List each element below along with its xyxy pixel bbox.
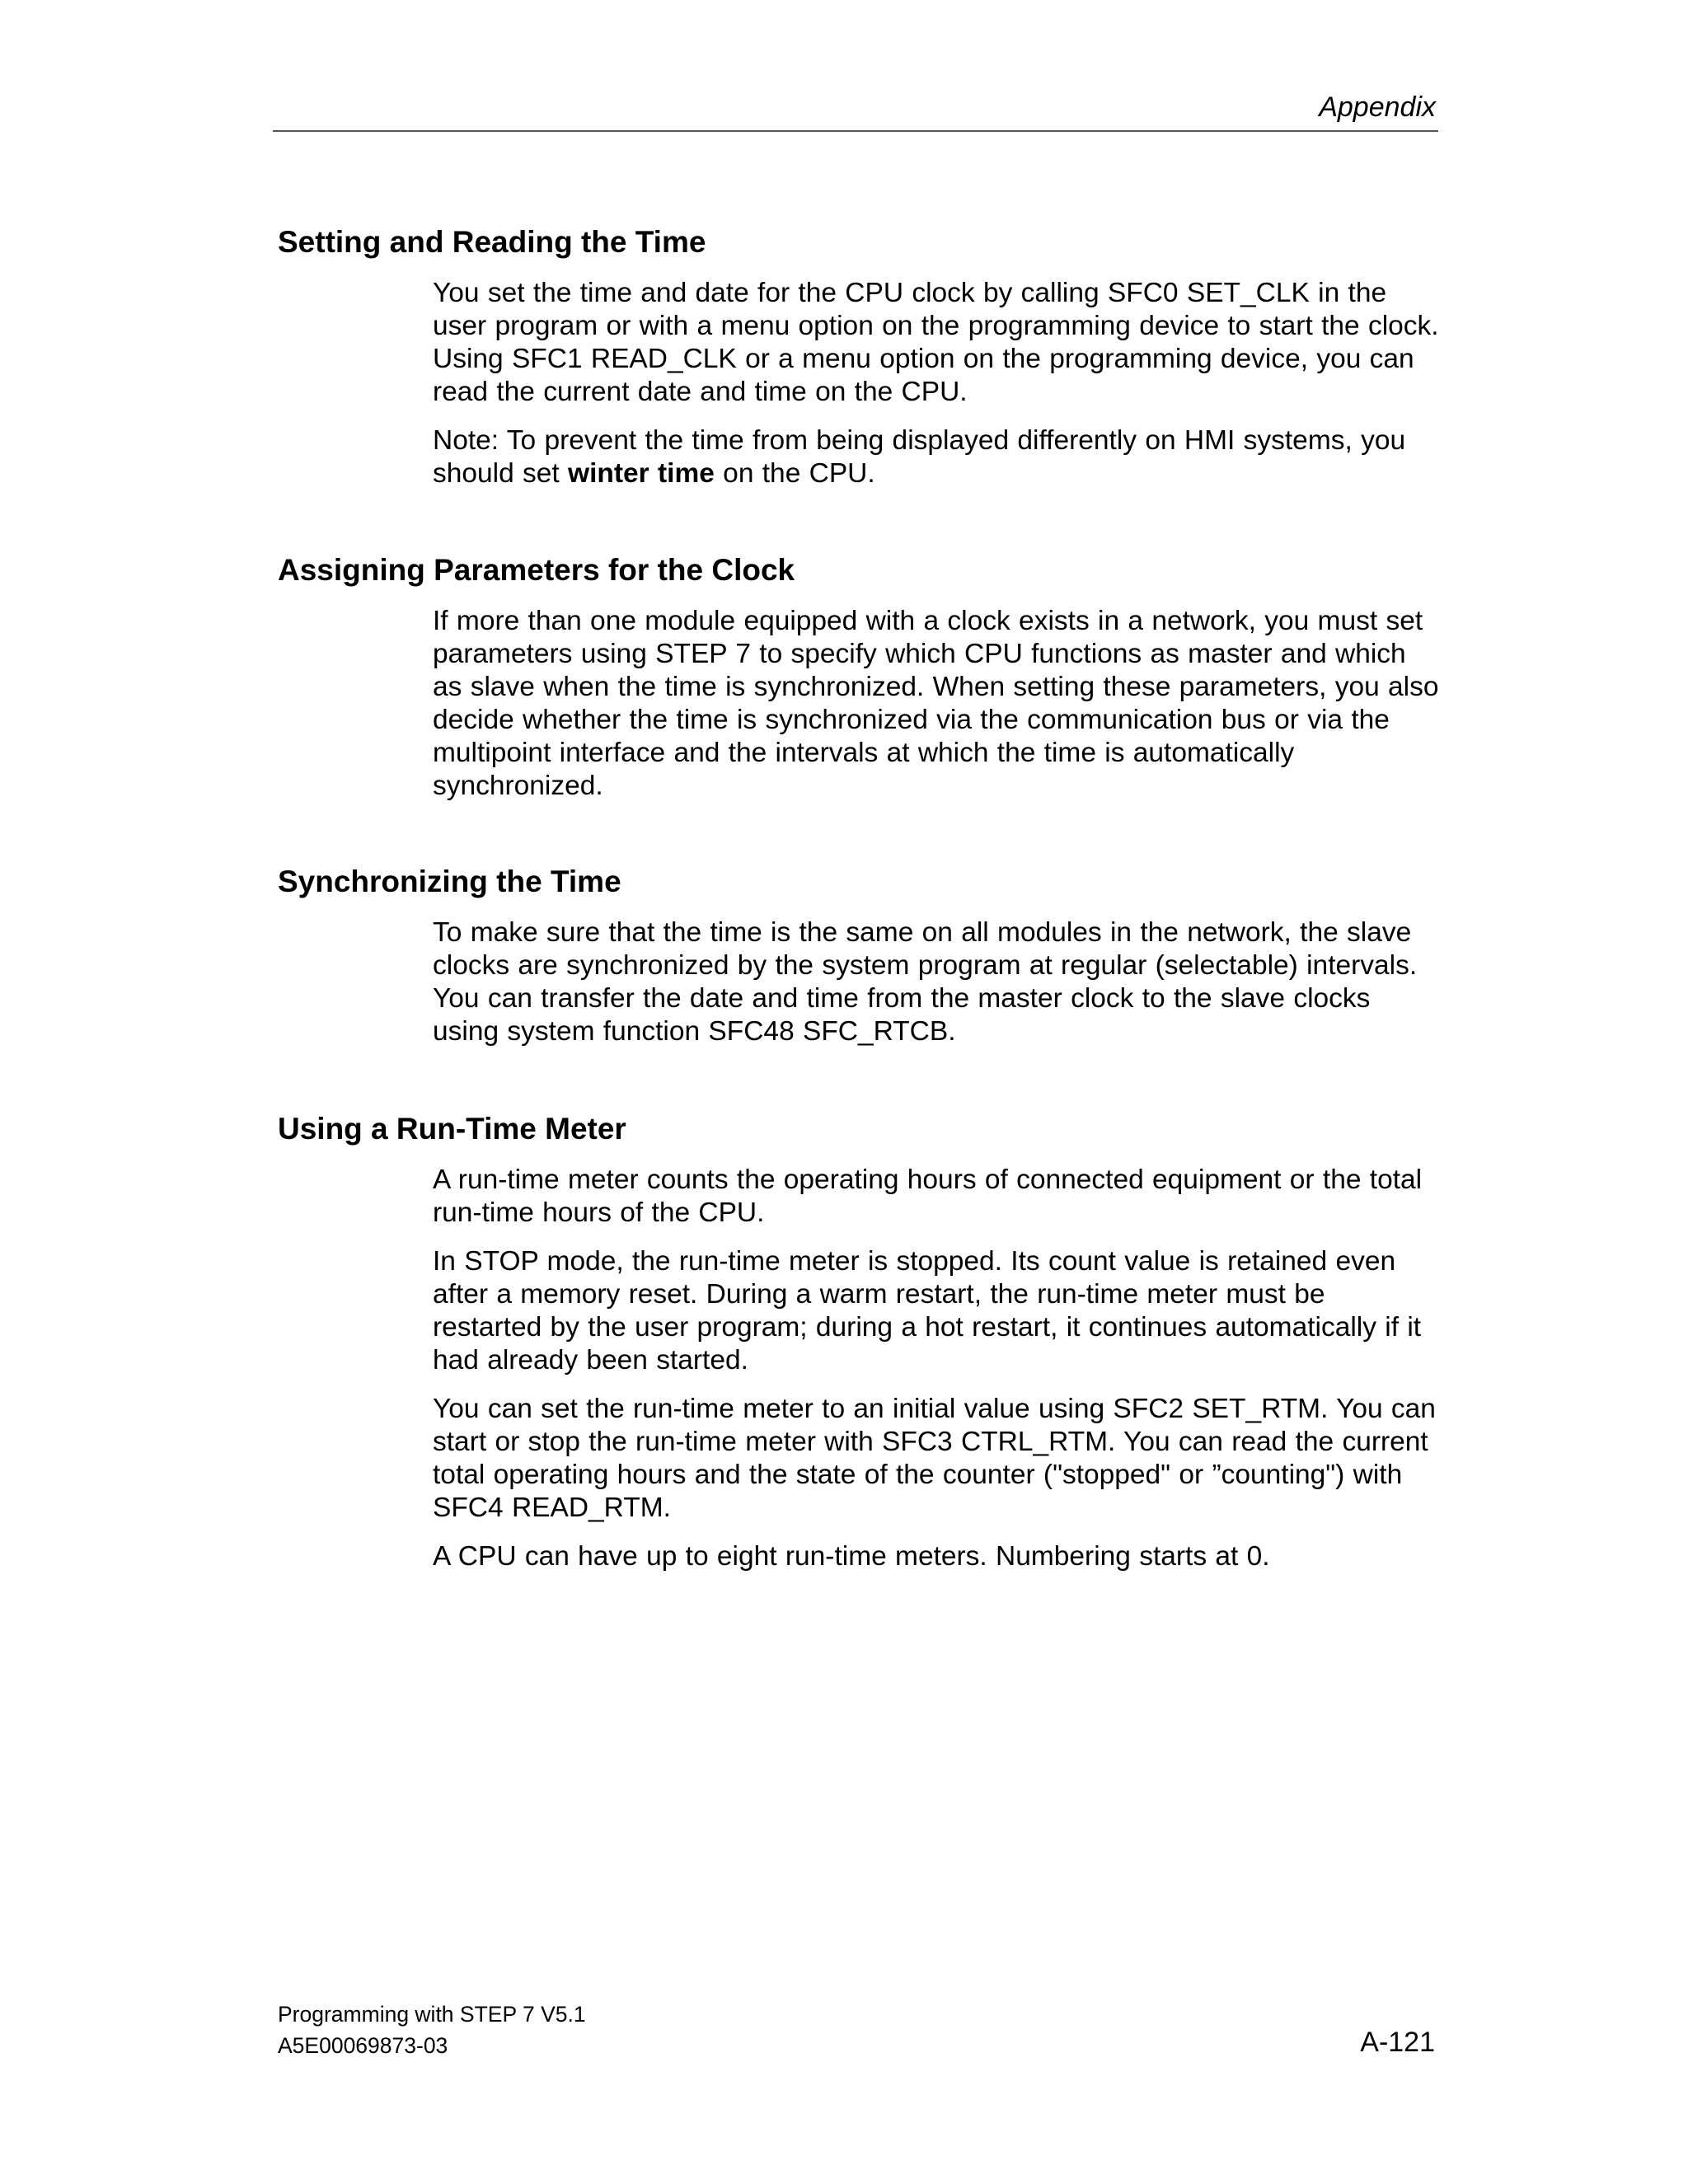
paragraph: You can set the run-time meter to an initial value using SFC2 SET_RTM. You can start or stop the run-time meter with SFC3 CTRL_RTM. You can read the current total operating hours and the state of the counter ("stopped" or ”counting") with SFC4 READ_RTM. — [433, 1394, 1436, 1524]
section-assigning-parameters — [278, 552, 1440, 818]
paragraph: In STOP mode, the run-time meter is stopped. Its count value is retained even after a memory reset. During a warm restart, the run-time meter must be restarted by the user program; during a hot restart, it continues automatically if it had already been started. — [433, 1246, 1422, 1376]
section-body — [433, 605, 1440, 803]
page-number: A-121 — [1360, 2027, 1435, 2058]
section-body — [433, 277, 1440, 490]
section-heading: Synchronizing the Time — [278, 865, 621, 898]
section-synchronizing-time — [278, 864, 1440, 1064]
footer-document-number: A5E00069873-03 — [278, 2033, 448, 2058]
section-run-time-meter — [278, 1111, 1440, 1589]
footer-manual-title: Programming with STEP 7 V5.1 — [278, 2002, 586, 2027]
section-body — [433, 1164, 1440, 1573]
section-setting-reading-time — [278, 224, 1440, 506]
running-header — [273, 89, 1438, 132]
note-emphasis: winter time — [568, 458, 715, 490]
note-text-end: on the CPU. — [714, 458, 875, 490]
section-heading: Assigning Parameters for the Clock — [278, 553, 795, 587]
running-header-title: Appendix — [1319, 91, 1436, 123]
paragraph: You set the time and date for the CPU clock by calling SFC0 SET_CLK in the user program or with a menu option on the programming device to start the clock. Using SFC1 READ_CLK or a menu option on the programming device, you can read the current date and time on the CPU. — [433, 278, 1439, 408]
footer-document-info — [278, 1999, 586, 2061]
note-text-start: Note: To prevent the time from being displayed differently on HMI systems, you should set — [433, 425, 1406, 490]
paragraph: A CPU can have up to eight run-time meters. Numbering starts at 0. — [433, 1541, 1270, 1572]
note-paragraph — [433, 424, 1440, 490]
section-heading: Setting and Reading the Time — [278, 225, 706, 259]
section-body — [433, 916, 1440, 1048]
paragraph: To make sure that the time is the same on all modules in the network, the slave clocks are synchronized by the system program at regular (selectable) intervals. You can transfer the date and time from the master clock to the slave clocks using system function SFC48 SFC_RTCB. — [433, 917, 1418, 1047]
paragraph: A run-time meter counts the operating hours of connected equipment or the total run-time hours of the CPU. — [433, 1165, 1423, 1229]
section-heading: Using a Run-Time Meter — [278, 1112, 626, 1146]
paragraph: If more than one module equipped with a clock exists in a network, you must set parameters using STEP 7 to specify which CPU functions as master and which as slave when the time is synchronized. When setting these parameters, you also decide whether the time is synchronized via the communication bus or via the multipoint interface and the intervals at which the time is automatically synchronized. — [433, 606, 1439, 802]
